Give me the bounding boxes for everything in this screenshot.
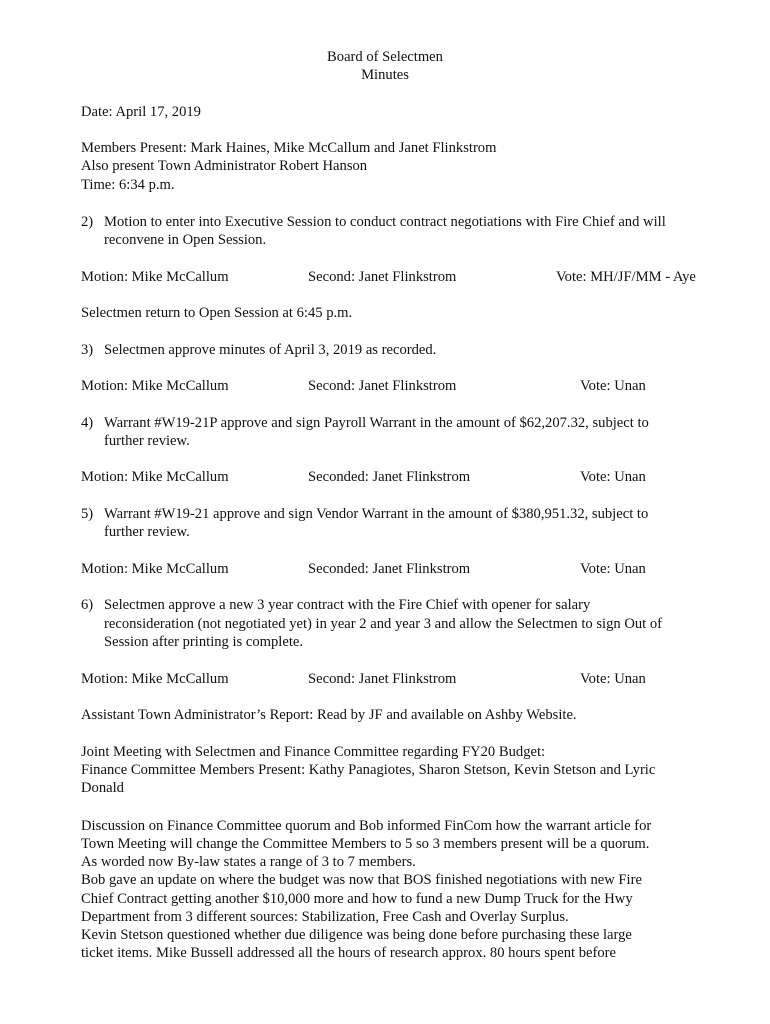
discussion-line: Town Meeting will change the Committee Members to 5 so 3 members present will be a quorum. [81,836,650,852]
joint-meeting-heading: Joint Meeting with Selectmen and Finance Committee regarding FY20 Budget: [81,744,546,760]
item-text-line: further review. [104,524,190,540]
vote-result: Vote: Unan [580,378,646,394]
item-number: 5) [81,506,94,522]
motion-by: Motion: Mike McCallum [81,469,229,485]
item-number: 2) [81,214,94,230]
motion-by: Motion: Mike McCallum [81,269,229,285]
motion-by: Motion: Mike McCallum [81,671,229,687]
item-text-line: reconvene in Open Session. [104,232,267,248]
vote-result: Vote: Unan [580,469,646,485]
second-by: Seconded: Janet Flinkstrom [308,561,471,577]
item-text-line: Selectmen approve a new 3 year contract with the Fire Chief with opener for salary [104,597,591,613]
item-text-line: Warrant #W19-21 approve and sign Vendor Warrant in the amount of $380,951.32, subject to [104,506,649,522]
discussion-line: Chief Contract getting another $10,000 more and how to fund a new Dump Truck for the Hwy [81,891,633,907]
discussion-line: Department from 3 different sources: Stabilization, Free Cash and Overlay Surplus. [81,909,569,925]
meeting-date: Date: April 17, 2019 [81,104,201,120]
vote-result: Vote: Unan [580,561,646,577]
motion-by: Motion: Mike McCallum [81,561,229,577]
item-text-line: reconsideration (not negotiated yet) in year 2 and year 3 and allow the Selectmen to sign Out of [104,616,663,632]
vote-result: Vote: Unan [580,671,646,687]
meeting-time: Time: 6:34 p.m. [81,177,175,193]
vote-result: Vote: MH/JF/MM - Aye [556,269,696,285]
item-text-line: Selectmen approve minutes of April 3, 2019 as recorded. [104,342,437,358]
discussion-line: Discussion on Finance Committee quorum and Bob informed FinCom how the warrant article for [81,818,652,834]
second-by: Second: Janet Flinkstrom [308,378,457,394]
second-by: Seconded: Janet Flinkstrom [308,469,471,485]
discussion-line: ticket items. Mike Bussell addressed all the hours of research approx. 80 hours spent before [81,945,616,961]
members-present: Members Present: Mark Haines, Mike McCallum and Janet Flinkstrom [81,140,497,156]
discussion-line: Kevin Stetson questioned whether due diligence was being done before purchasing these large [81,927,632,943]
discussion-line: As worded now By-law states a range of 3 to 7 members. [81,854,416,870]
item-number: 4) [81,415,94,431]
motion-by: Motion: Mike McCallum [81,378,229,394]
fincom-members-line: Finance Committee Members Present: Kathy Panagiotes, Sharon Stetson, Kevin Stetson and Lyric [81,762,656,778]
document-title: Board of Selectmen [327,49,443,65]
item-number: 6) [81,597,94,613]
also-present: Also present Town Administrator Robert Hanson [81,158,368,174]
fincom-members-line: Donald [81,780,124,796]
assistant-administrator-report: Assistant Town Administrator’s Report: Read by JF and available on Ashby Website. [81,707,577,723]
item-text-line: Motion to enter into Executive Session to conduct contract negotiations with Fire Chief and will [104,214,666,230]
second-by: Second: Janet Flinkstrom [308,671,457,687]
item-number: 3) [81,342,94,358]
second-by: Second: Janet Flinkstrom [308,269,457,285]
document-subtitle: Minutes [361,67,409,83]
discussion-line: Bob gave an update on where the budget was now that BOS finished negotiations with new Fire [81,872,642,888]
return-open-session: Selectmen return to Open Session at 6:45 p.m. [81,305,353,321]
item-text-line: Session after printing is complete. [104,634,304,650]
item-text-line: Warrant #W19-21P approve and sign Payroll Warrant in the amount of $62,207.32, subject to [104,415,649,431]
item-text-line: further review. [104,433,190,449]
